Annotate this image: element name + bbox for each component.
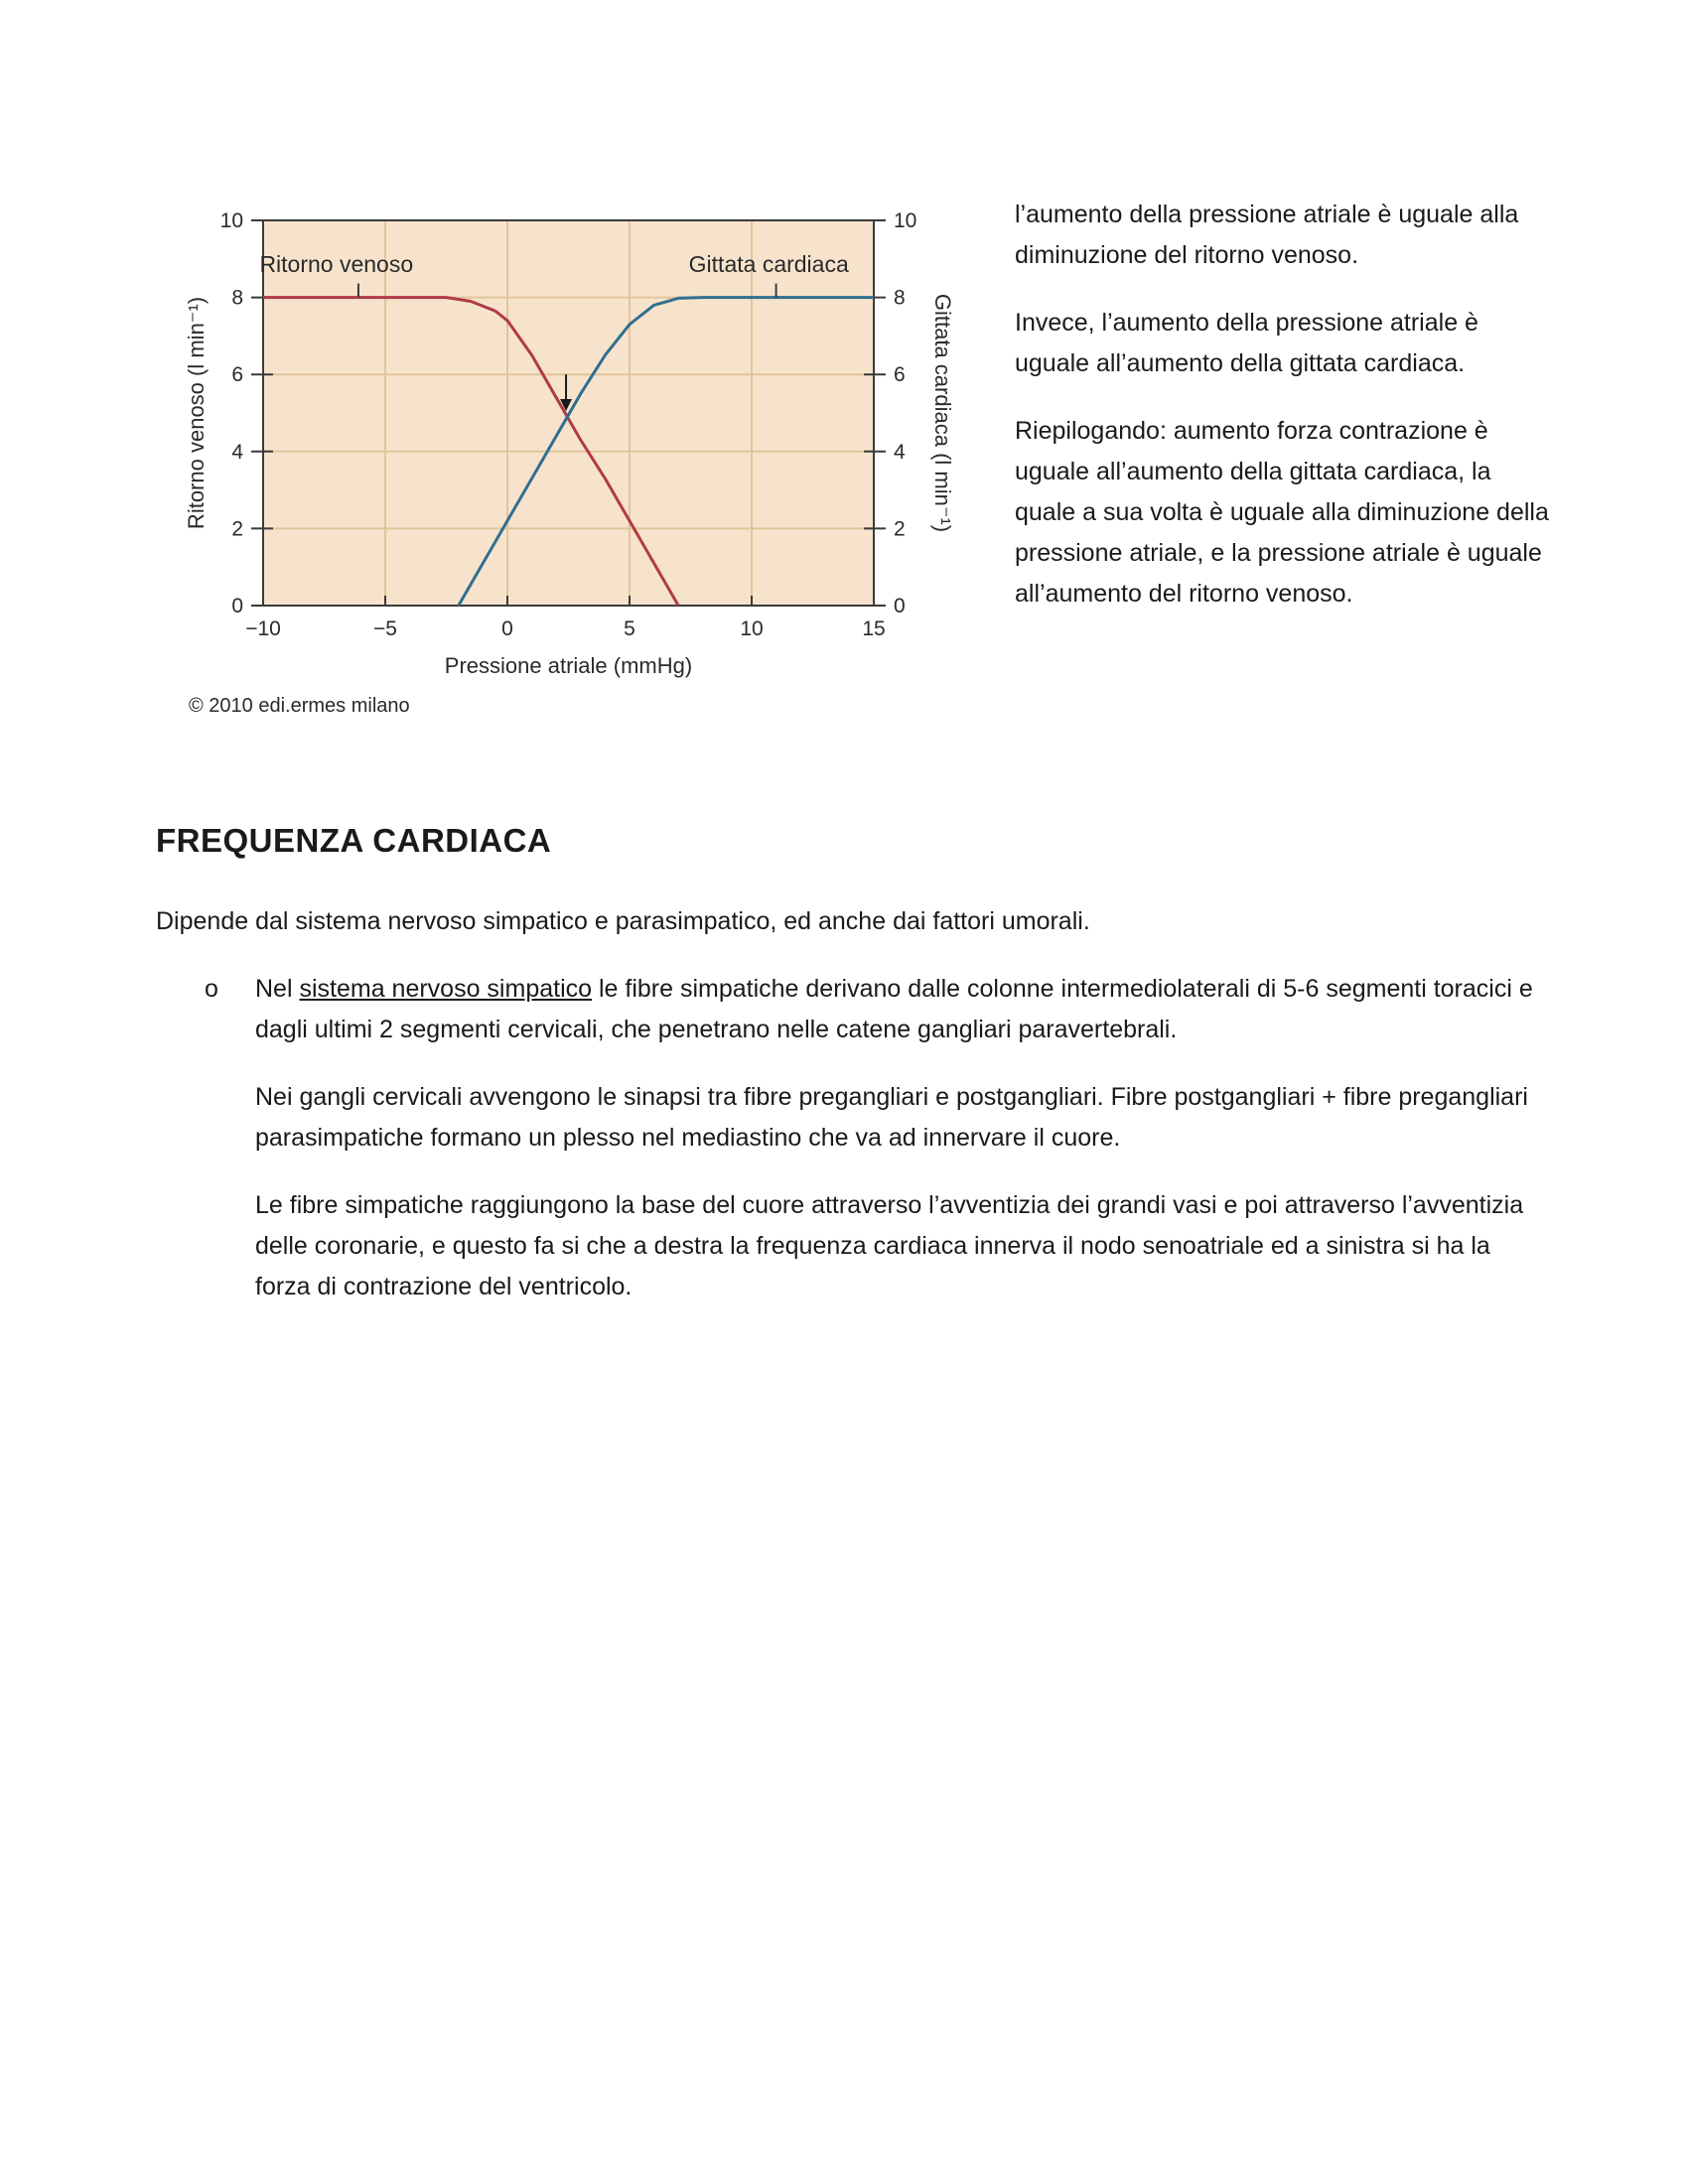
x-tick-label: −5 xyxy=(373,617,397,640)
bullet-marker: o xyxy=(205,975,218,1003)
y-tick-label-left: 4 xyxy=(231,440,243,464)
sympathetic-system-link[interactable]: sistema nervoso simpatico xyxy=(299,975,593,1003)
side-paragraph: Invece, l’aumento della pressione atriale è uguale all’aumento della gittata cardiaca. xyxy=(1015,309,1478,377)
y-tick-label-right: 2 xyxy=(894,517,906,541)
side-paragraph: l’aumento della pressione atriale è uguale alla diminuzione del ritorno venoso. xyxy=(1015,201,1519,269)
y-tick-label-left: 8 xyxy=(231,286,243,310)
y-tick-label-right: 4 xyxy=(894,440,906,464)
bullet-rest: le fibre simpatiche derivano dalle colonne intermediolaterali di 5-6 segmenti toracici e dagli ultimi 2 segmenti cervicali, che penetrano nelle catene gangliari paravertebrali. xyxy=(255,975,1533,1043)
x-tick-label: 0 xyxy=(501,617,513,640)
y-tick-label-left: 10 xyxy=(219,209,243,232)
bullet-first-paragraph xyxy=(255,969,1546,1050)
y-tick-label-left: 0 xyxy=(231,595,243,617)
y-tick-label-right: 6 xyxy=(894,363,906,387)
chart-svg xyxy=(159,179,993,735)
side-text xyxy=(1015,195,1551,641)
y-tick-label-right: 10 xyxy=(894,209,917,232)
y-axis-title-left: Ritorno venoso (l min⁻¹) xyxy=(184,296,209,530)
y-tick-label-right: 8 xyxy=(894,286,906,310)
series-label-gittata-cardiaca: Gittata cardiaca xyxy=(688,251,849,277)
x-tick-label: −10 xyxy=(245,617,281,640)
bullet-lead: Nel xyxy=(255,975,300,1003)
intro-paragraph: Dipende dal sistema nervoso simpatico e parasimpatico, ed anche dai fattori umorali. xyxy=(156,907,1090,935)
x-tick-label: 10 xyxy=(740,617,764,640)
copyright-notice: © 2010 edi.ermes milano xyxy=(189,695,410,717)
x-tick-label: 15 xyxy=(862,617,886,640)
bullet-body xyxy=(255,969,1546,1334)
side-paragraph: Riepilogando: aumento forza contrazione è uguale all’aumento della gittata cardiaca, la quale a sua volta è uguale alla diminuzione della pressione atriale, e la pressione atriale è uguale all’aumento del ritorno venoso. xyxy=(1015,417,1549,608)
section-title: FREQUENZA CARDIACA xyxy=(156,822,552,859)
y-tick-label-left: 2 xyxy=(231,517,243,541)
y-tick-label-left: 6 xyxy=(231,363,243,387)
x-tick-label: 5 xyxy=(624,617,635,640)
cardiac-function-chart xyxy=(159,179,993,735)
y-axis-title-right: Gittata cardiaca (l min⁻¹) xyxy=(930,293,955,533)
bullet-paragraph: Nei gangli cervicali avvengono le sinapsi tra fibre pregangliari e postgangliari. Fibre postgangliari + fibre pregangliari parasimpatiche formano un plesso nel mediastino che va ad innervare il cuore. xyxy=(255,1083,1528,1152)
bullet-list xyxy=(156,969,1546,1334)
list-item xyxy=(156,969,1546,1334)
y-tick-label-right: 0 xyxy=(894,595,906,617)
series-label-ritorno-venoso: Ritorno venoso xyxy=(259,251,414,277)
x-axis-title: Pressione atriale (mmHg) xyxy=(444,653,693,678)
bullet-paragraph: Le fibre simpatiche raggiungono la base del cuore attraverso l’avventizia dei grandi vasi e poi attraverso l’avventizia delle coronarie, e questo fa si che a destra la frequenza cardiaca innerva il nodo senoatriale ed a sinistra si ha la forza di contrazione del ventricolo. xyxy=(255,1191,1524,1300)
